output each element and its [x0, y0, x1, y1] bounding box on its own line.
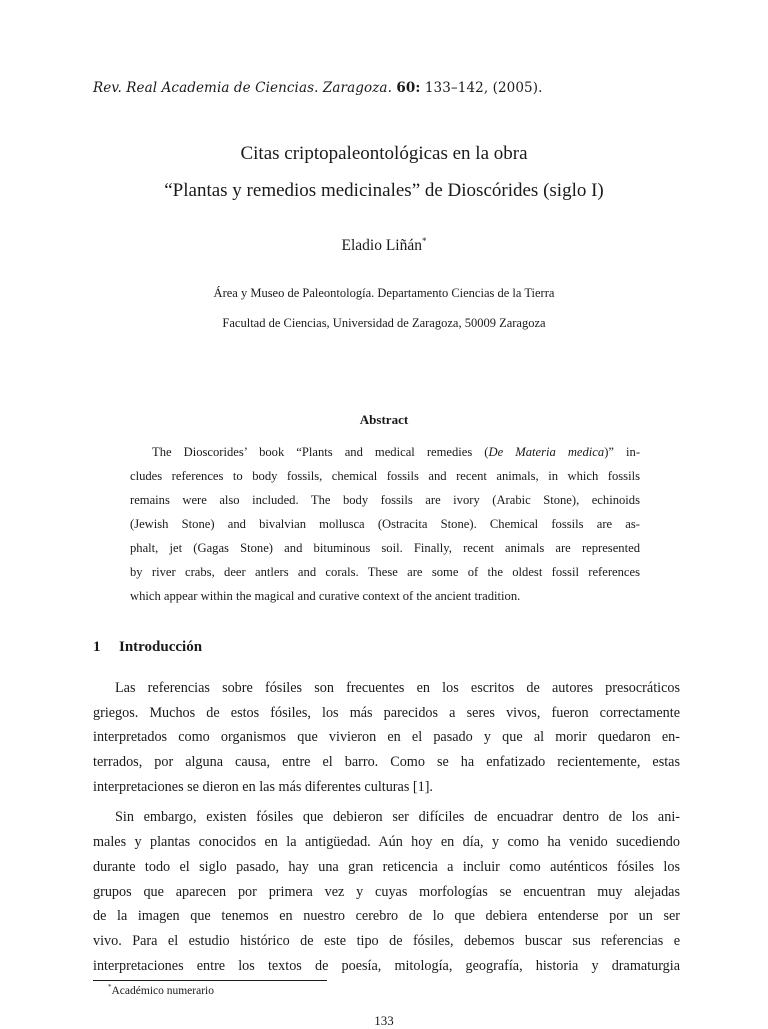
body-line: Las referencias sobre fósiles son frecuentes en los escritos de autores presocráticos: [115, 680, 680, 696]
body-line: grupos que aparecen por primera vez y cuyas morfologías se encuentran muy alejadas: [93, 883, 680, 900]
abstract-body: [130, 440, 640, 608]
body-line: interpretaciones se dieron en las más diferentes culturas [1].: [93, 778, 433, 795]
author-name: Eladio Liñán: [341, 237, 422, 255]
book-title-italic: De Materia medica: [488, 445, 605, 459]
section-number: 1: [93, 639, 101, 655]
abstract-heading: Abstract: [359, 412, 409, 427]
body-line: interpretados como organismos que vivieron en el pasado y que al morir quedaron en-: [93, 729, 680, 746]
section-title: Introducción: [119, 639, 203, 655]
section-heading: [93, 639, 202, 656]
abstract-line: remains were also included. The body fossils are ivory (Arabic Stone), echinoids: [130, 493, 640, 507]
abstract-line: The Dioscorides’ book “Plants and medical remedies (De Materia medica)” in-: [152, 445, 641, 459]
footnote: [108, 983, 214, 997]
page-number: 133: [374, 1013, 394, 1028]
abstract-line: phalt, jet (Gagas Stone) and bituminous soil. Finally, recent animals are represented: [130, 541, 640, 555]
journal-reference: [93, 80, 543, 96]
body-line: durante todo el siglo pasado, hay una gran reticencia a incluir como auténticos fósiles los: [93, 858, 680, 875]
body-line: interpretaciones entre los textos de poesía, mitología, geografía, historia y dramaturgia: [93, 957, 680, 974]
body-line: males y plantas conocidos en la antigüedad. Aún hoy en día, y como ha venido sucediendo: [93, 834, 680, 851]
footnote-mark: *: [108, 983, 112, 991]
abstract-line: by river crabs, deer antlers and corals. These are some of the oldest fossil references: [130, 565, 640, 579]
affiliation-line-2: Facultad de Ciencias, Universidad de Zaragoza, 50009 Zaragoza: [222, 316, 546, 330]
affiliation-line-1: Área y Museo de Paleontología. Departamento Ciencias de la Tierra: [213, 286, 555, 300]
paper-title-line-1: Citas criptopaleontológicas en la obra: [240, 143, 528, 164]
body-line: vivo. Para el estudio histórico de este tipo de fósiles, debemos buscar sus referencias e: [93, 932, 680, 949]
journal-name: Rev. Real Academia de Ciencias. Zaragoza.: [93, 80, 392, 96]
body-line: griegos. Muchos de estos fósiles, los más parecidos a seres vivos, fueron correctamente: [93, 704, 680, 721]
author-footnote-mark: *: [422, 236, 427, 246]
abstract-line: which appear within the magical and curative context of the ancient tradition.: [130, 589, 521, 603]
body-text: [93, 676, 680, 978]
body-line: terrados, por alguna causa, entre el barro. Como se ha enfatizado recientemente, estas: [93, 754, 680, 771]
footnote-text: Académico numerario: [111, 984, 214, 997]
abstract-line: (Jewish Stone) and bivalvian mollusca (Ostracita Stone). Chemical fossils are as-: [130, 517, 640, 531]
body-line: Sin embargo, existen fósiles que debieron ser difíciles de encuadrar dentro de los ani-: [115, 809, 680, 826]
body-line: de la imagen que tenemos en nuestro cerebro de lo que debiera entenderse por un ser: [93, 908, 680, 925]
journal-volume: 60:: [396, 80, 421, 96]
author: [0, 236, 768, 255]
abstract-line: cludes references to body fossils, chemical fossils and recent animals, in which fossils: [130, 469, 640, 483]
footnote-divider: [93, 980, 327, 981]
journal-pages: 133–142, (2005).: [424, 80, 543, 96]
paper-title-line-2: “Plantas y remedios medicinales” de Dioscórides (siglo I): [164, 180, 604, 201]
